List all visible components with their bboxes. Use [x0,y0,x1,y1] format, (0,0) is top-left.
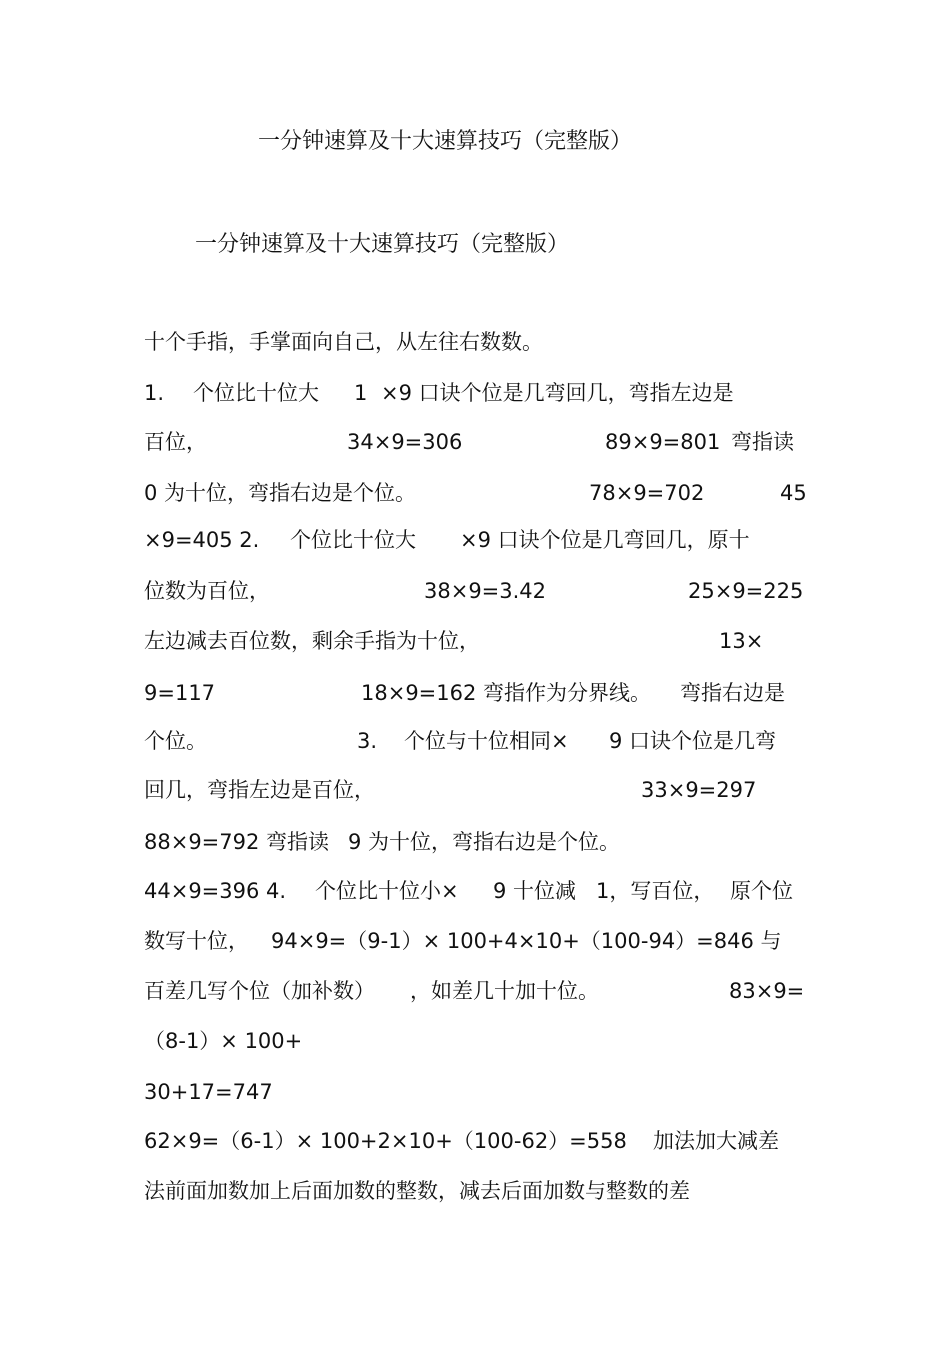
text-segment: 加法加大减差 [653,1129,779,1153]
text-segment: 弯指读 [731,430,794,454]
text-segment: 个位。 [144,729,207,753]
text-segment: 9=117 [144,681,216,705]
text-segment: 38×9=3.42 [424,579,547,603]
text-line [0,530,950,560]
text-line [0,383,950,413]
document-subtitle: 一分钟速算及十大速算技巧（完整版） [195,232,570,257]
text-segment: 个位比十位大 [290,528,416,552]
text-segment: 78×9=702 [589,481,705,505]
text-line [0,731,950,761]
text-line [0,881,950,911]
text-segment: 45 [780,481,807,505]
text-segment: 1，写百位， [596,879,715,903]
text-segment: 88×9=792 弯指读 [144,830,330,854]
text-segment: 18×9=162 弯指作为分界线。 [361,681,652,705]
text-segment: 位数为百位， [144,579,270,603]
text-segment: 94×9=（9-1）× 100+4×10+（100-94）=846 与 [271,929,782,953]
text-segment: 0 为十位，弯指右边是个位。 [144,481,417,505]
text-line [0,683,950,713]
text-line [0,832,950,862]
text-segment: 弯指右边是 [680,681,785,705]
text-segment: ×9 口诀个位是几弯回几，弯指左边是 [381,381,734,405]
text-segment: 89×9=801 [605,430,721,454]
text-segment: 个位比十位大 [193,381,319,405]
text-segment: 9 十位减 [493,879,577,903]
text-segment: 34×9=306 [347,430,463,454]
text-segment: 左边减去百位数，剩余手指为十位， [144,629,480,653]
text-line [0,1181,950,1211]
text-segment: 62×9=（6-1）× 100+2×10+（100-62）=558 [144,1129,627,1153]
text-segment: 25×9=225 [688,579,804,603]
text-segment: 百差几写个位（加补数） [144,979,375,1003]
text-segment: 个位与十位相同× [404,729,569,753]
text-segment: 83×9= [729,979,805,1003]
document-title: 一分钟速算及十大速算技巧（完整版） [258,129,633,154]
text-line [0,931,950,961]
text-segment: 数写十位， [144,929,249,953]
text-segment: 3. [357,729,378,753]
text-segment: 44×9=396 4. [144,879,287,903]
text-segment: 个位比十位小× [315,879,459,903]
text-line [0,332,950,362]
text-line [0,981,950,1011]
text-line [0,780,950,810]
text-line [0,631,950,661]
text-segment: 9 口诀个位是几弯 [609,729,777,753]
text-segment: ，如差几十加十位。 [410,979,599,1003]
text-line [0,581,950,611]
text-segment: 9 为十位，弯指右边是个位。 [348,830,621,854]
text-segment: 法前面加数加上后面加数的整数，减去后面加数与整数的差 [144,1179,690,1203]
text-segment: ×9=405 2. [144,528,260,552]
text-segment: 十个手指，手掌面向自己，从左往右数数。 [144,330,543,354]
text-segment: （8-1）× 100+ [144,1029,303,1053]
text-segment: 百位， [144,430,207,454]
text-segment: 33×9=297 [641,778,757,802]
text-segment: 1 [354,381,368,405]
text-segment: ×9 口诀个位是几弯回几，原十 [460,528,750,552]
text-segment: 30+17=747 [144,1080,273,1104]
text-line [0,1131,950,1161]
text-segment: 13× [719,629,764,653]
text-segment: 回几，弯指左边是百位， [144,778,375,802]
text-line [0,432,950,462]
text-line [0,1031,950,1061]
text-line [0,1082,950,1112]
text-line [0,483,950,513]
text-segment: 原个位 [730,879,793,903]
text-segment: 1. [144,381,165,405]
